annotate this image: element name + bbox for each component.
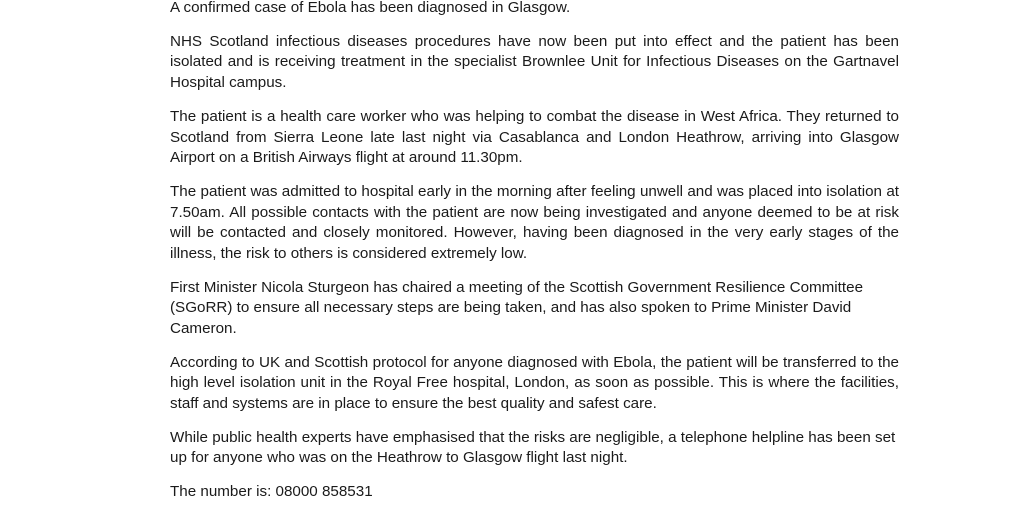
article-paragraph-1: A confirmed case of Ebola has been diagnosed in Glasgow. bbox=[170, 0, 571, 16]
article-paragraph-5: First Minister Nicola Sturgeon has chaired a meeting of the Scottish Government Resilience Committee (SGoRR) to ensure all necessary steps are being taken, and has also spoken to Prime Minister David Cameron. bbox=[170, 278, 864, 337]
helpline-number: The number is: 08000 858531 bbox=[170, 483, 373, 501]
article-paragraph-2: NHS Scotland infectious diseases procedures have now been put into effect and the patient has been isolated and is receiving treatment in the specialist Brownlee Unit for Infectious Diseases on the Gartnavel Hospital campus. bbox=[170, 32, 899, 92]
article-paragraph-7: While public health experts have emphasised that the risks are negligible, a telephone helpline has been set up for anyone who was on the Heathrow to Glasgow flight last night. bbox=[170, 428, 896, 467]
article-paragraph-6: According to UK and Scottish protocol for anyone diagnosed with Ebola, the patient will be transferred to the high level isolation unit in the Royal Free hospital, London, as soon as possible. This is where the facilities, staff and systems are in place to ensure the best quality and safest care. bbox=[170, 353, 899, 412]
article-paragraph-4: The patient was admitted to hospital early in the morning after feeling unwell and was placed into isolation at 7.50am. All possible contacts with the patient are now being investigated and anyone deemed to be at risk will be contacted and closely monitored. However, having been diagnosed in the very early stages of the illness, the risk to others is considered extremely low. bbox=[170, 183, 899, 262]
article-body bbox=[170, 0, 899, 516]
article-paragraph-3: The patient is a health care worker who was helping to combat the disease in West Africa. They returned to Scotland from Sierra Leone late last night via Casablanca and London Heathrow, arriving into Glasgow Airport on a British Airways flight at around 11.30pm. bbox=[170, 107, 899, 167]
